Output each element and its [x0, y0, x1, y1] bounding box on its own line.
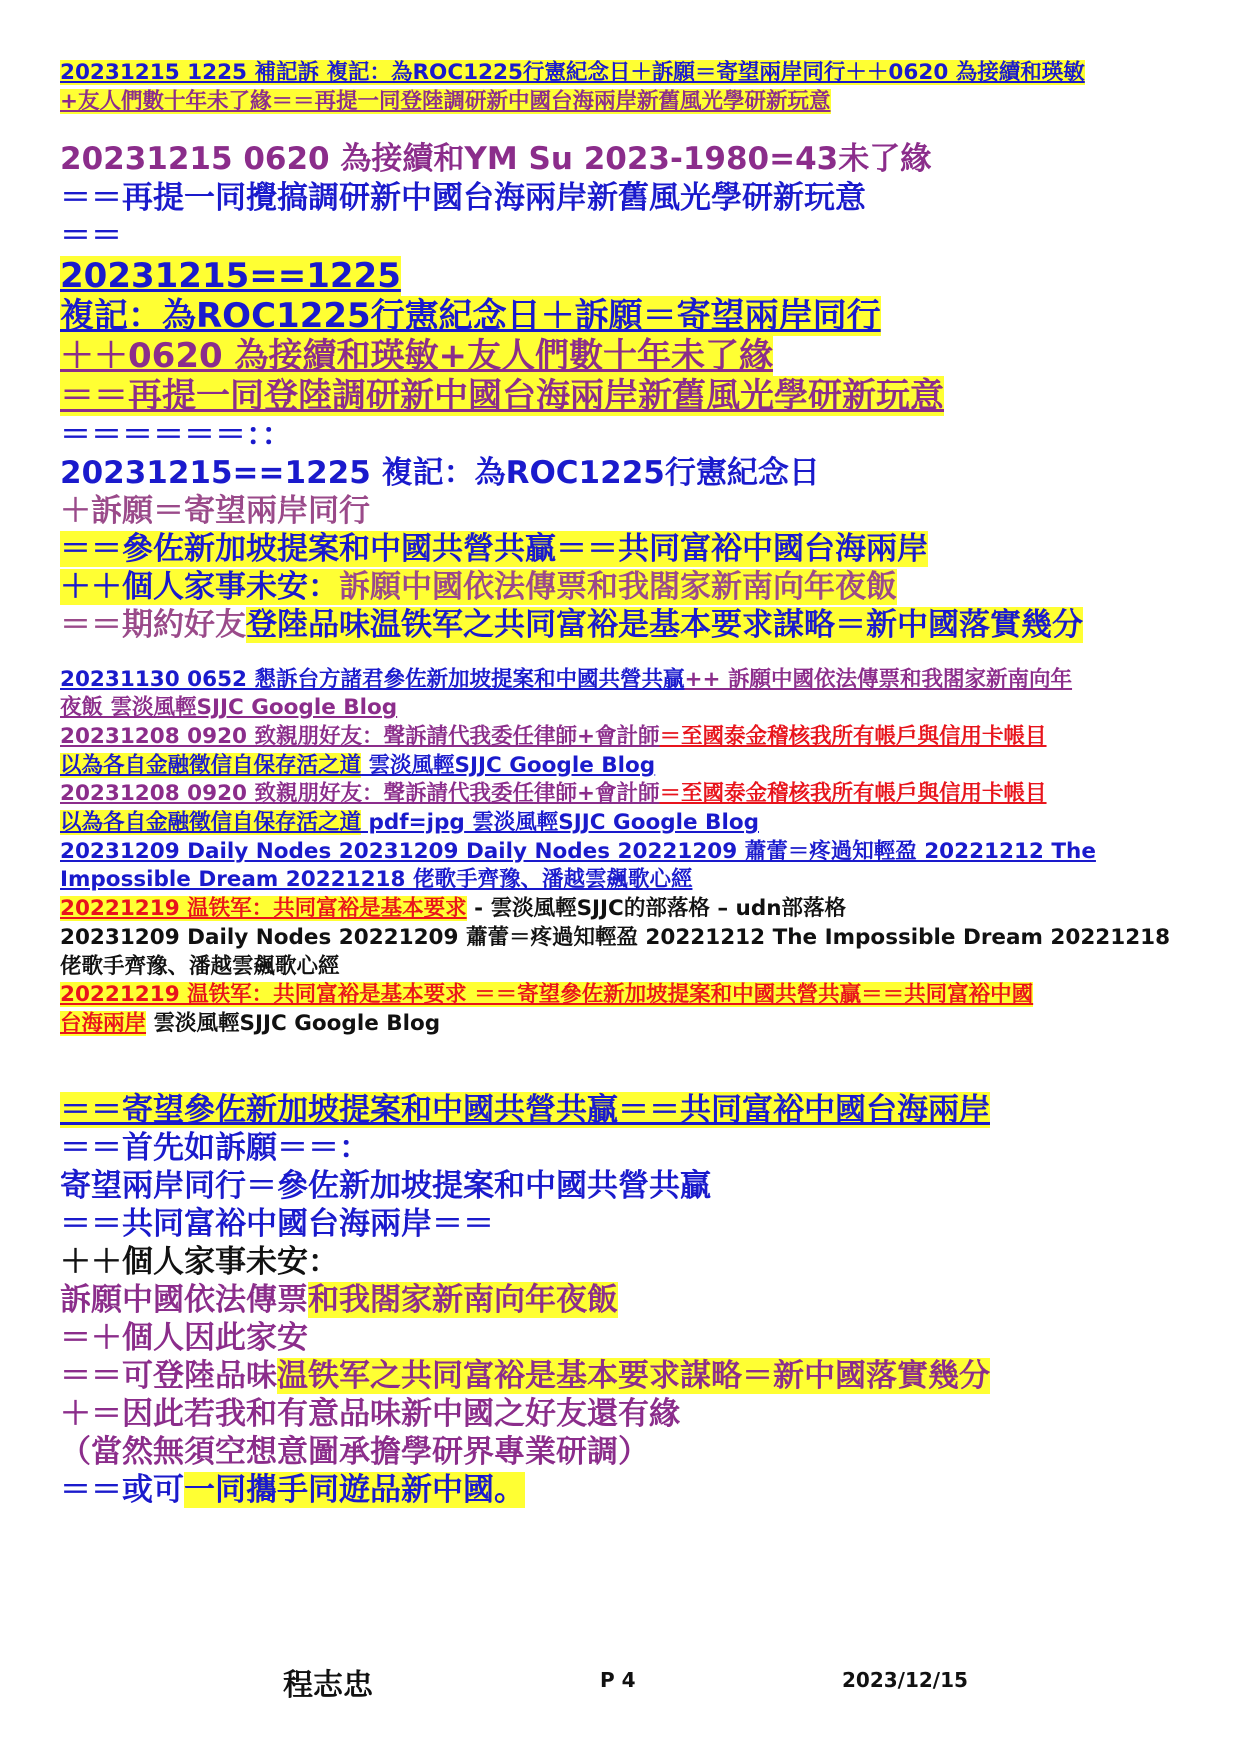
link-1-title-end[interactable]: 夜飯 [60, 695, 104, 721]
header-link-block [60, 58, 1190, 116]
closing-line-8a: ＝＝可登陸品味 [60, 1357, 277, 1394]
title-line-3[interactable]: ＋＋0620 為接續和瑛敏+友人們數十年未了緣 [60, 335, 773, 376]
summary-line-3: ＋訴願＝寄望兩岸同行 [60, 492, 370, 529]
link-3-blog[interactable]: 雲淡風輕SJJC Google Blog [464, 810, 759, 836]
closing-line-6b: 和我閤家新南向年夜飯 [308, 1281, 618, 1318]
link-7-title-cont[interactable]: 台海兩岸 [60, 1010, 147, 1036]
document-page [60, 58, 1190, 1509]
closing-line-1[interactable]: ＝＝寄望參佐新加坡提案和中國共營共贏＝＝共同富裕中國台海兩岸 [60, 1091, 990, 1128]
title-line-1[interactable]: 20231215==1225 [60, 255, 401, 296]
summary-line-6b: 登陸品味温铁军之共同富裕是基本要求謀略＝新中國落實幾分 [246, 606, 1083, 643]
closing-line-5: ＋＋個人家事未安： [60, 1243, 339, 1280]
closing-line-3: 寄望兩岸同行＝參佐新加坡提案和中國共營共贏 [60, 1167, 711, 1204]
summary-line-2: 20231215==1225 複記：為ROC1225行憲紀念日 [60, 454, 820, 491]
link-1-date[interactable]: 20231130 0652 [60, 666, 255, 692]
link-3-title-red[interactable]: ＝至國泰金稽核我所有帳戶與信用卡帳目 [659, 781, 1047, 807]
header-link-title[interactable]: 複記：為ROC1225行憲紀念日＋訴願＝寄望兩岸同行＋＋0620 為接續和瑛敏 [319, 60, 1085, 85]
link-4-title[interactable]: 20231209 Daily Nodes 20231209 Daily Nodes 20221209 蕭蕾＝疼過知輕盈 20221212 The [60, 838, 1096, 864]
footer-author: 程志忠 [283, 1668, 373, 1703]
intro-line-1: 20231215 0620 為接續和YM Su 2023-1980=43未了緣 [60, 141, 932, 177]
summary-line-4: ＝＝參佐新加坡提案和中國共營共贏＝＝共同富裕中國台海兩岸 [60, 530, 928, 567]
closing-line-10: （當然無須空想意圖承擔學研界專業研調） [60, 1433, 649, 1470]
closing-line-8b: 温铁军之共同富裕是基本要求謀略＝新中國落實幾分 [277, 1357, 990, 1394]
summary-line-6a: ＝＝期約好友 [60, 606, 246, 643]
link-1-title-cont[interactable]: ++ 訴願中國依法傳票和我閤家新南向年 [684, 666, 1073, 692]
closing-line-2: ＝＝首先如訴願＝＝： [60, 1129, 370, 1166]
link-2-title-end[interactable]: 以為各自金融徵信自保存活之道 [60, 752, 362, 778]
intro-line-2: ＝＝再提一同攪搞調研新中國台海兩岸新舊風光學研新玩意 [60, 179, 866, 216]
summary-line-5b: 訴願中國依法傳票 [339, 568, 587, 605]
title-line-4[interactable]: ＝＝再提一同登陸調研新中國台海兩岸新舊風光學研新玩意 [60, 375, 944, 416]
link-2-blog[interactable]: 雲淡風輕SJJC Google Blog [361, 752, 656, 778]
link-5-source: - 雲淡風輕SJJC的部落格 – udn部落格 [466, 896, 847, 922]
link-5-title[interactable]: 20221219 温铁军：共同富裕是基本要求 [60, 896, 467, 922]
link-3-pdf[interactable]: pdf=jpg [361, 810, 465, 836]
header-link-date[interactable]: 20231215 1225 補記訴 [60, 60, 319, 85]
link-7-title[interactable]: 20221219 温铁军：共同富裕是基本要求 ＝＝寄望參佐新加坡提案和中國共營共贏＝＝共同富裕中國 [60, 982, 1034, 1008]
closing-line-4: ＝＝共同富裕中國台海兩岸＝＝ [60, 1205, 494, 1242]
header-link-title-cont[interactable]: +友人們數十年未了緣＝＝再提一同登陸調研新中國台海兩岸新舊風光學研新玩意 [60, 89, 831, 114]
highlight-title-block [60, 256, 1190, 416]
intro-line-3: ＝＝ [60, 218, 122, 254]
title-line-2[interactable]: 複記：為ROC1225行憲紀念日＋訴願＝寄望兩岸同行 [60, 295, 881, 336]
closing-line-11b: 一同攜手同遊品新中國。 [184, 1471, 525, 1508]
link-6-title: 20231209 Daily Nodes 20221209 蕭蕾＝疼過知輕盈 20221212 The Impossible Dream 20221218 [60, 924, 1171, 950]
link-4-title-cont[interactable]: Impossible Dream 20221218 佬歌手齊豫、潘越雲飆歌心經 [60, 867, 693, 893]
intro-block [60, 140, 1190, 256]
summary-line-1: ＝＝＝＝＝＝：： [60, 416, 293, 453]
closing-line-7: ＝＋個人因此家安 [60, 1319, 308, 1356]
closing-line-11a: ＝＝或可 [60, 1471, 184, 1508]
link-1-blog[interactable]: 雲淡風輕SJJC Google Blog [103, 695, 398, 721]
footer-page-number: P 4 [600, 1668, 636, 1692]
page-footer [0, 1660, 1241, 1703]
link-7-blog: 雲淡風輕SJJC Google Blog [146, 1010, 441, 1036]
closing-line-6a: 訴願中國依法傳票 [60, 1281, 308, 1318]
links-block [60, 666, 1190, 1039]
summary-block [60, 416, 1190, 644]
closing-line-9: ＋＝因此若我和有意品味新中國之好友還有緣 [60, 1395, 680, 1432]
link-3-title-end[interactable]: 以為各自金融徵信自保存活之道 [60, 810, 362, 836]
link-6-title-cont: 佬歌手齊豫、潘越雲飆歌心經 [60, 953, 340, 979]
link-2-title[interactable]: 20231208 0920 致親朋好友：聲訴請代我委任律師+會計師 [60, 723, 660, 749]
closing-block [60, 1091, 1190, 1509]
footer-date: 2023/12/15 [842, 1668, 968, 1692]
link-1-title[interactable]: 懇訴台方諸君參佐新加坡提案和中國共營共贏 [254, 666, 685, 692]
summary-line-5c: 和我閤家新南向年夜飯 [587, 568, 897, 605]
link-3-title[interactable]: 20231208 0920 致親朋好友：聲訴請代我委任律師+會計師 [60, 781, 660, 807]
summary-line-5a: ＋＋個人家事未安： [60, 568, 339, 605]
link-2-title-red[interactable]: ＝至國泰金稽核我所有帳戶與信用卡帳目 [659, 723, 1047, 749]
